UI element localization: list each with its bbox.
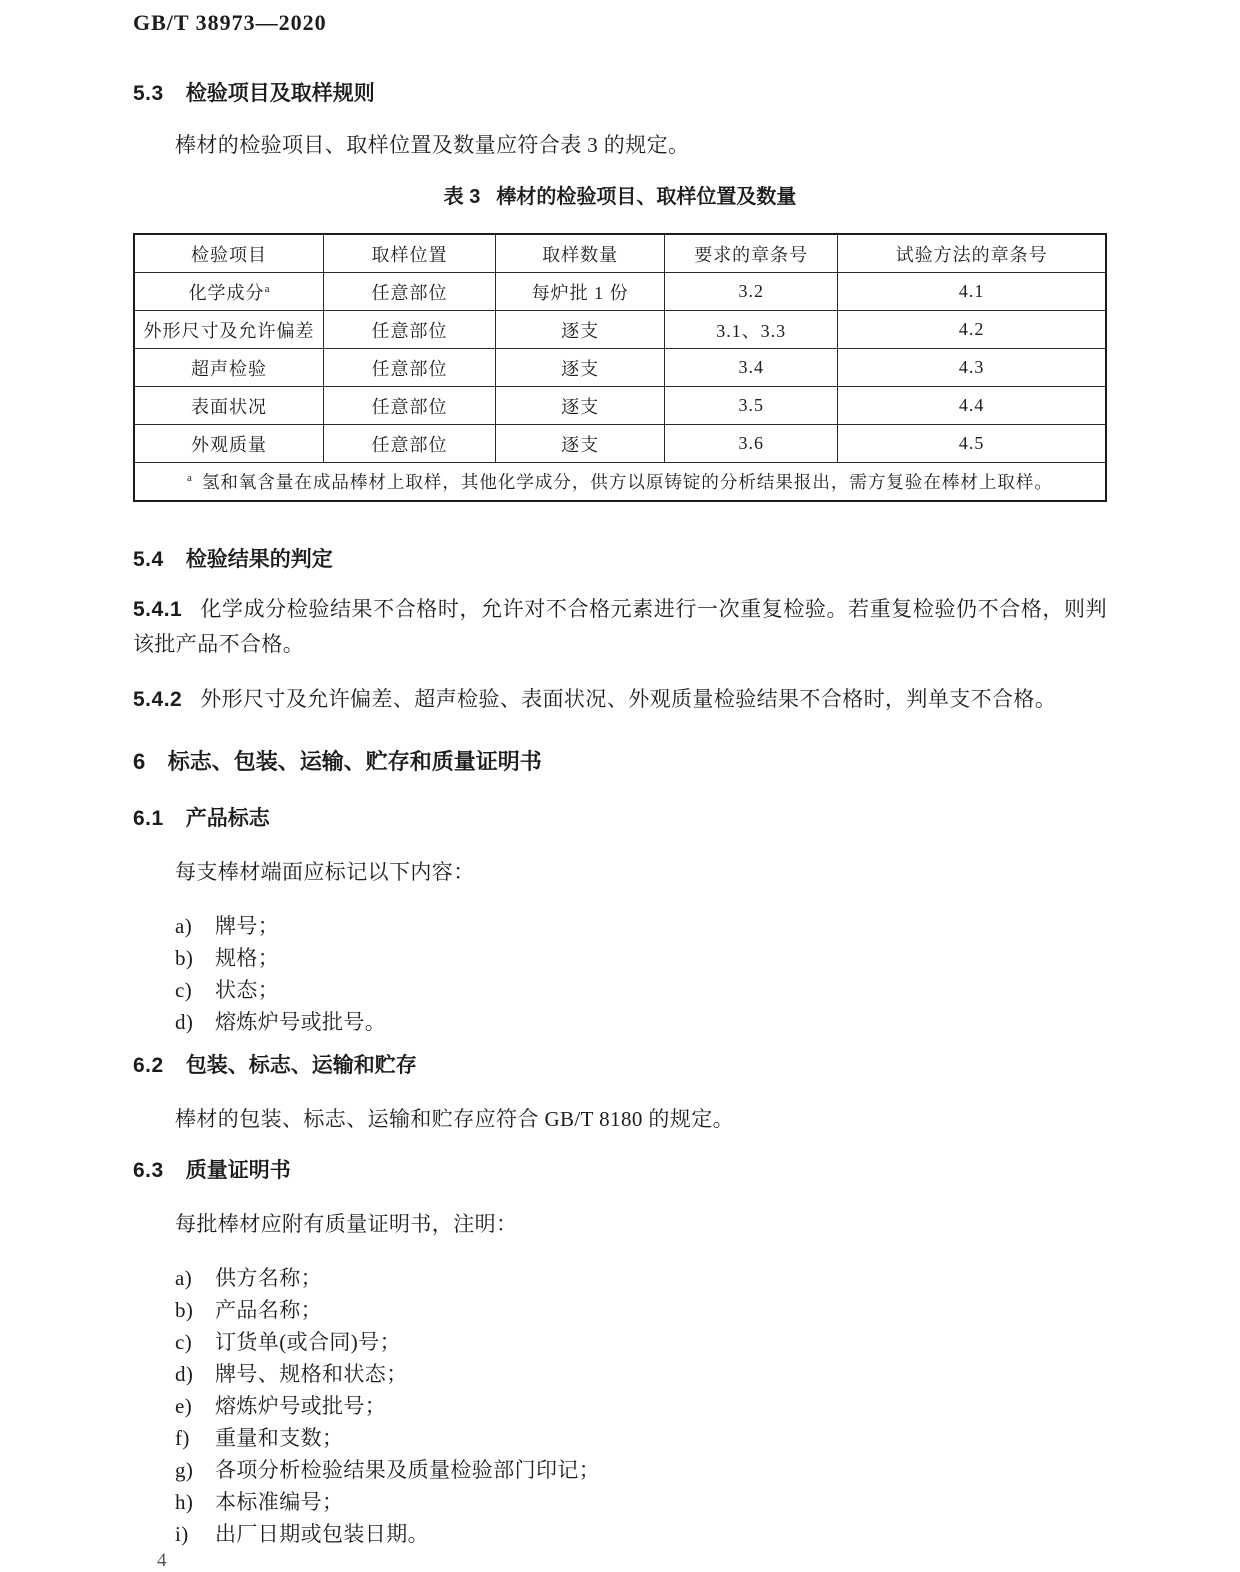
standard-number-header: GB/T 38973—2020 <box>133 10 327 35</box>
list-item-marker: a) <box>175 914 193 938</box>
table-cell: 4.3 <box>838 349 1106 387</box>
section-heading-6 <box>133 747 1107 777</box>
section-heading-6-3 <box>133 1157 1107 1185</box>
table-caption-label: 表 3 <box>443 186 481 208</box>
list-item-text: 熔炼炉号或批号； <box>215 1394 387 1418</box>
table-row <box>134 311 1106 349</box>
paragraph-6-3: 每批棒材应附有质量证明书，注明： <box>175 1212 518 1236</box>
list-item-text: 状态； <box>215 978 280 1002</box>
table-cell: 3.1、3.3 <box>665 311 838 349</box>
list-item <box>133 974 1107 1006</box>
section-heading-6-1 <box>133 805 1107 833</box>
list-item-text: 供方名称； <box>215 1266 322 1290</box>
table-cell: 化学成分$^a$ <box>134 273 324 311</box>
table-body <box>134 273 1106 463</box>
table-caption-text: 棒材的检验项目、取样位置及数量 <box>496 186 797 208</box>
section-title: 标志、包装、运输、贮存和质量证明书 <box>167 749 542 774</box>
section-number: 5.3 <box>133 82 164 105</box>
list-item-marker: b) <box>175 946 194 970</box>
table-footnote-row <box>134 463 1106 502</box>
list-item-text: 牌号、规格和状态； <box>215 1362 408 1386</box>
section-heading-5-3 <box>133 80 1107 108</box>
list-item <box>133 942 1107 974</box>
marking-items-list <box>133 910 1107 1038</box>
table-footer <box>134 463 1106 502</box>
list-item-marker: g) <box>175 1458 194 1482</box>
list-item-marker: i) <box>175 1522 189 1546</box>
list-item <box>133 1262 1107 1294</box>
table-cell: 任意部位 <box>324 273 496 311</box>
table-cell: 3.5 <box>665 387 838 425</box>
section-number: 6 <box>133 749 146 774</box>
inspection-items-table <box>133 233 1107 502</box>
section-number: 6.1 <box>133 807 164 830</box>
table-caption <box>133 183 1107 211</box>
section-number: 6.3 <box>133 1159 164 1182</box>
table-cell: 3.4 <box>665 349 838 387</box>
list-item <box>133 1518 1107 1550</box>
table-header <box>134 234 1106 273</box>
list-item-marker: d) <box>175 1010 194 1034</box>
list-item-marker: c) <box>175 1330 193 1354</box>
list-item-text: 各项分析检验结果及质量检验部门印记； <box>215 1458 601 1482</box>
table-cell: 逐支 <box>496 425 665 463</box>
list-item <box>133 1390 1107 1422</box>
list-item <box>133 1326 1107 1358</box>
list-item <box>133 1454 1107 1486</box>
table-header-row <box>134 234 1106 273</box>
list-item <box>133 1422 1107 1454</box>
paragraph-6-1: 每支棒材端面应标记以下内容： <box>175 860 475 884</box>
table-cell: 4.1 <box>838 273 1106 311</box>
table-cell: 3.2 <box>665 273 838 311</box>
table-cell: 4.4 <box>838 387 1106 425</box>
list-item-text: 规格； <box>215 946 280 970</box>
table-row <box>134 349 1106 387</box>
table-cell: 4.5 <box>838 425 1106 463</box>
list-item <box>133 1358 1107 1390</box>
section-title: 检验项目及取样规则 <box>185 82 375 105</box>
section-title: 质量证明书 <box>185 1159 291 1182</box>
footnote-text: 氢和氧含量在成品棒材上取样，其他化学成分，供方以原铸锭的分析结果报出，需方复验在棒材上取样。 <box>201 472 1053 492</box>
table-cell: 任意部位 <box>324 311 496 349</box>
table-cell: 3.6 <box>665 425 838 463</box>
table-row <box>134 387 1106 425</box>
clause-text: 化学成分检验结果不合格时，允许对不合格元素进行一次重复检验。若重复检验仍不合格，则判该批产品不合格。 <box>133 597 1107 656</box>
list-item-marker: h) <box>175 1490 194 1514</box>
table-cell: 外观质量 <box>134 425 324 463</box>
table-cell: 任意部位 <box>324 387 496 425</box>
table-cell: 超声检验 <box>134 349 324 387</box>
section-heading-5-4 <box>133 546 1107 574</box>
list-item-text: 出厂日期或包装日期。 <box>215 1522 429 1546</box>
table-header-cell: 要求的章条号 <box>665 234 838 273</box>
list-item-text: 熔炼炉号或批号。 <box>215 1010 387 1034</box>
section-title: 包装、标志、运输和贮存 <box>185 1054 417 1077</box>
clause-text: 外形尺寸及允许偏差、超声检验、表面状况、外观质量检验结果不合格时，判单支不合格。 <box>200 687 1057 711</box>
table-header-cell: 取样数量 <box>496 234 665 273</box>
list-item-marker: d) <box>175 1362 194 1386</box>
list-item-text: 订货单(或合同)号； <box>215 1330 401 1354</box>
paragraph-6-2: 棒材的包装、标志、运输和贮存应符合 GB/T 8180 的规定。 <box>175 1107 735 1131</box>
list-item-marker: c) <box>175 978 193 1002</box>
table-header-cell: 取样位置 <box>324 234 496 273</box>
paragraph-5-3: 棒材的检验项目、取样位置及数量应符合表 3 的规定。 <box>175 133 690 157</box>
section-number: 6.2 <box>133 1054 164 1077</box>
list-item-text: 牌号； <box>215 914 280 938</box>
table-header-cell: 试验方法的章条号 <box>838 234 1106 273</box>
table-cell: 逐支 <box>496 349 665 387</box>
clause-number: 5.4.2 <box>133 688 183 711</box>
table-row <box>134 425 1106 463</box>
list-item-text: 重量和支数； <box>215 1426 344 1450</box>
table-cell: 任意部位 <box>324 349 496 387</box>
list-item-text: 本标准编号； <box>215 1490 344 1514</box>
paragraph-5-4-2 <box>133 682 1107 717</box>
list-item <box>133 910 1107 942</box>
page-number: 4 <box>157 1550 167 1571</box>
list-item-marker: a) <box>175 1266 193 1290</box>
list-item-marker: b) <box>175 1298 194 1322</box>
table-footnote-cell <box>134 463 1106 502</box>
clause-number: 5.4.1 <box>133 598 183 621</box>
table-header-cell: 检验项目 <box>134 234 324 273</box>
table-cell: 任意部位 <box>324 425 496 463</box>
table-cell: 表面状况 <box>134 387 324 425</box>
list-item-marker: f) <box>175 1426 190 1450</box>
table-cell: 逐支 <box>496 311 665 349</box>
section-number: 5.4 <box>133 548 164 571</box>
list-item <box>133 1294 1107 1326</box>
list-item-marker: e) <box>175 1394 193 1418</box>
footnote-marker: a <box>187 472 192 485</box>
section-title: 检验结果的判定 <box>185 548 333 571</box>
footnote-reference: a <box>264 282 270 295</box>
section-heading-6-2 <box>133 1052 1107 1080</box>
table-cell: 4.2 <box>838 311 1106 349</box>
table-cell: 外形尺寸及允许偏差 <box>134 311 324 349</box>
list-item <box>133 1006 1107 1038</box>
list-item-text: 产品名称； <box>215 1298 322 1322</box>
table-cell: 每炉批 1 份 <box>496 273 665 311</box>
paragraph-5-4-1 <box>133 592 1107 661</box>
certificate-items-list <box>133 1262 1107 1550</box>
table-cell: 逐支 <box>496 387 665 425</box>
table-row <box>134 273 1106 311</box>
section-title: 产品标志 <box>185 807 270 830</box>
